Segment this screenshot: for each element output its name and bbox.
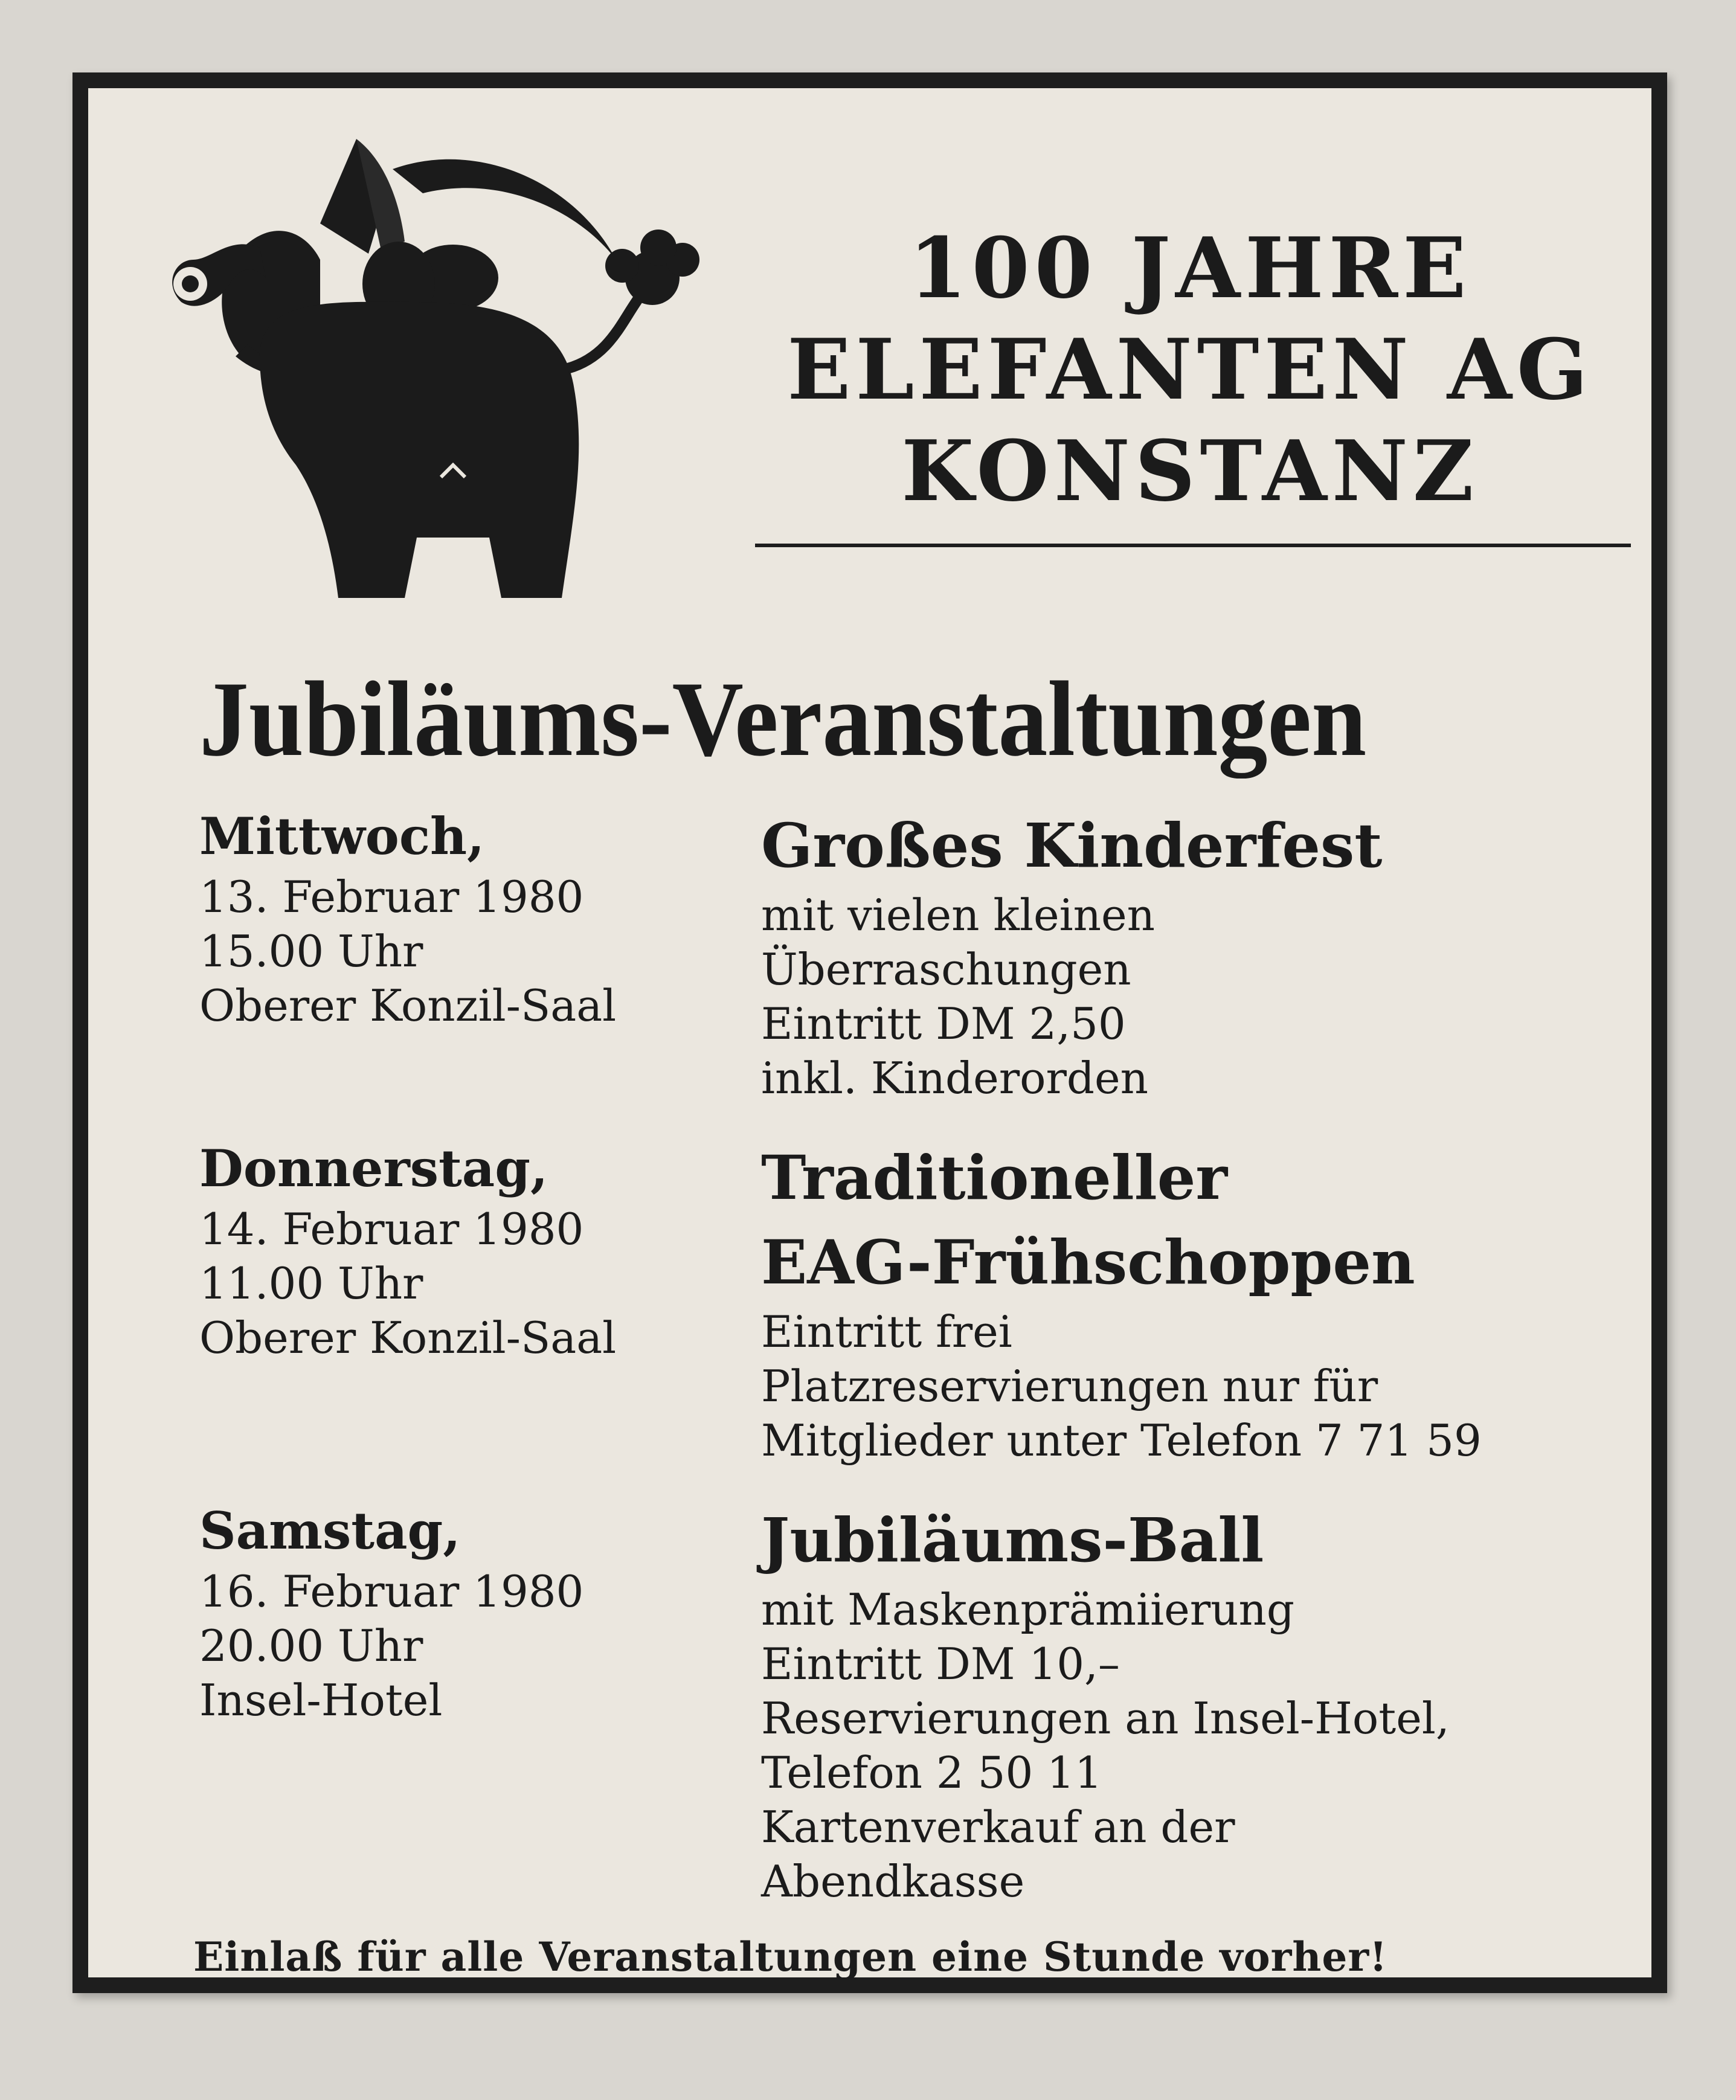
event-detail: Platzreservierungen nur für [761, 1361, 1378, 1411]
event-detail: mit Maskenprämiierung [761, 1584, 1294, 1635]
event-time: 20.00 Uhr [199, 1620, 423, 1671]
event-detail: Eintritt frei [761, 1306, 1012, 1357]
heading-line-3: KONSTANZ [901, 422, 1479, 520]
event-venue: Insel-Hotel [199, 1675, 443, 1726]
event-time: 11.00 Uhr [199, 1258, 423, 1309]
event-what [761, 1498, 1637, 1909]
event-day: Mittwoch, [199, 806, 485, 866]
event-date: 16. Februar 1980 [199, 1566, 584, 1617]
event-venue: Oberer Konzil-Saal [199, 1312, 617, 1363]
event-detail: Eintritt DM 2,50 [761, 998, 1126, 1049]
event-detail: Reservierungen an Insel-Hotel, [761, 1693, 1450, 1744]
event-day: Samstag, [199, 1501, 461, 1561]
event-what [761, 1135, 1637, 1468]
event-title-line: Traditioneller [761, 1142, 1228, 1213]
event-when [199, 1498, 743, 1727]
event-what [761, 803, 1637, 1105]
event-date: 14. Februar 1980 [199, 1204, 584, 1254]
event-when [199, 1135, 743, 1365]
elephant-logo [139, 103, 731, 634]
event-title-line: Jubiläums-Ball [761, 1504, 1264, 1576]
heading-line-2: ELEFANTEN AG [787, 320, 1593, 419]
event-title-line: Großes Kinderfest [761, 810, 1383, 881]
footer-note: Einlaß für alle Veranstaltungen eine Stunde vorher! [193, 1933, 1388, 1980]
event-detail: Überraschungen [761, 944, 1131, 995]
event-venue: Oberer Konzil-Saal [199, 980, 617, 1031]
event-title [761, 803, 1637, 888]
event-day: Donnerstag, [199, 1138, 548, 1198]
heading-line-1: 100 JAHRE [908, 219, 1471, 317]
anniversary-heading [761, 217, 1619, 522]
event-detail: Kartenverkauf an der [761, 1802, 1235, 1852]
event-title [761, 1498, 1637, 1582]
event-detail: Mitglieder unter Telefon 7 71 59 [761, 1415, 1482, 1466]
heading-divider [755, 544, 1631, 547]
event-time: 15.00 Uhr [199, 926, 423, 977]
event-detail: mit vielen kleinen [761, 890, 1155, 940]
event-when [199, 803, 743, 1033]
main-title: Jubiläums-Veranstaltungen [199, 659, 1367, 779]
event-date: 13. Februar 1980 [199, 872, 584, 922]
event-title-line: EAG-Frühschoppen [761, 1227, 1415, 1298]
event-detail: Eintritt DM 10,– [761, 1639, 1120, 1689]
elephant-icon [139, 103, 731, 634]
event-detail: inkl. Kinderorden [761, 1053, 1148, 1103]
event-title [761, 1135, 1637, 1305]
event-detail: Telefon 2 50 11 [761, 1747, 1102, 1798]
event-detail: Abendkasse [761, 1856, 1025, 1907]
